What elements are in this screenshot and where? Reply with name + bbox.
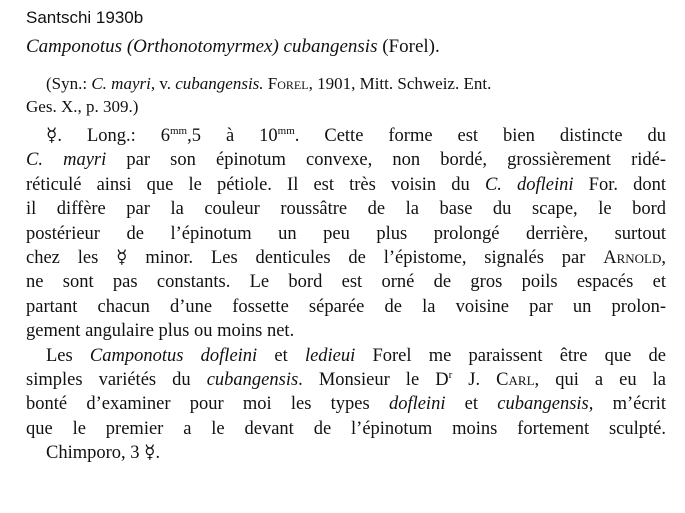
- p1-line-8: partant chacun d’une fossette séparée de la voisine par un prolon-: [26, 296, 666, 317]
- p1-line-7: ne sont pas constants. Le bord est orné de gros poils espacés et: [26, 272, 666, 293]
- p2-line-2: simples variétés du cubangensis. Monsieur le $D^r$ J. Carl, qui a eu la: [26, 368, 666, 391]
- source-label: Santschi 1930b: [26, 8, 144, 27]
- p1-line-5: postérieur de l’épinotum un peu plus prolongé derrière, surtout: [26, 223, 666, 244]
- species-title: [26, 36, 440, 58]
- synonymy-line-1: (Syn.: C. mayri, v. cubangensis. Forel, 1901, Mitt. Schweiz. Ent.: [46, 74, 492, 93]
- synonymy-line-2: Ges. X., p. 309.): [26, 97, 139, 116]
- p1-line-2: C. mayri par son épinotum convexe, non bordé, grossièrement ridé-: [26, 150, 667, 171]
- p1-line-6: chez les ☿ minor. Les denticules de l’épistome, signalés par Arnold,: [26, 248, 666, 269]
- species-name: Camponotus (Orthonotomyrmex) cubangensis: [26, 36, 378, 57]
- p2-line-3: bonté d’examiner pour moi les types dofleini et cubangensis, m’écrit: [26, 394, 666, 415]
- p2-line-1: Les Camponotus dofleini et ledieui Forel me paraissent être que de: [46, 345, 666, 366]
- description-body: [26, 124, 666, 466]
- locality-line: Chimporo, 3 ☿.: [46, 443, 161, 464]
- p1-line-3: réticulé ainsi que le pétiole. Il est très voisin du C. dofleini For. dont: [26, 174, 666, 195]
- species-author: (Forel).: [382, 36, 440, 57]
- p1-line-9: gement angulaire plus ou moins net.: [26, 321, 295, 342]
- p1-line-4: il diffère par la couleur roussâtre de la base du scape, le bord: [26, 199, 666, 220]
- p1-line-1: ☿. Long.: $6^{mm},5$ à $10^{mm}$. Cette forme est bien distincte du: [46, 124, 666, 146]
- p2-line-4: que le premier a le devant de l’épinotum moins fortement sculpté.: [26, 418, 666, 439]
- synonymy-block: [26, 72, 681, 118]
